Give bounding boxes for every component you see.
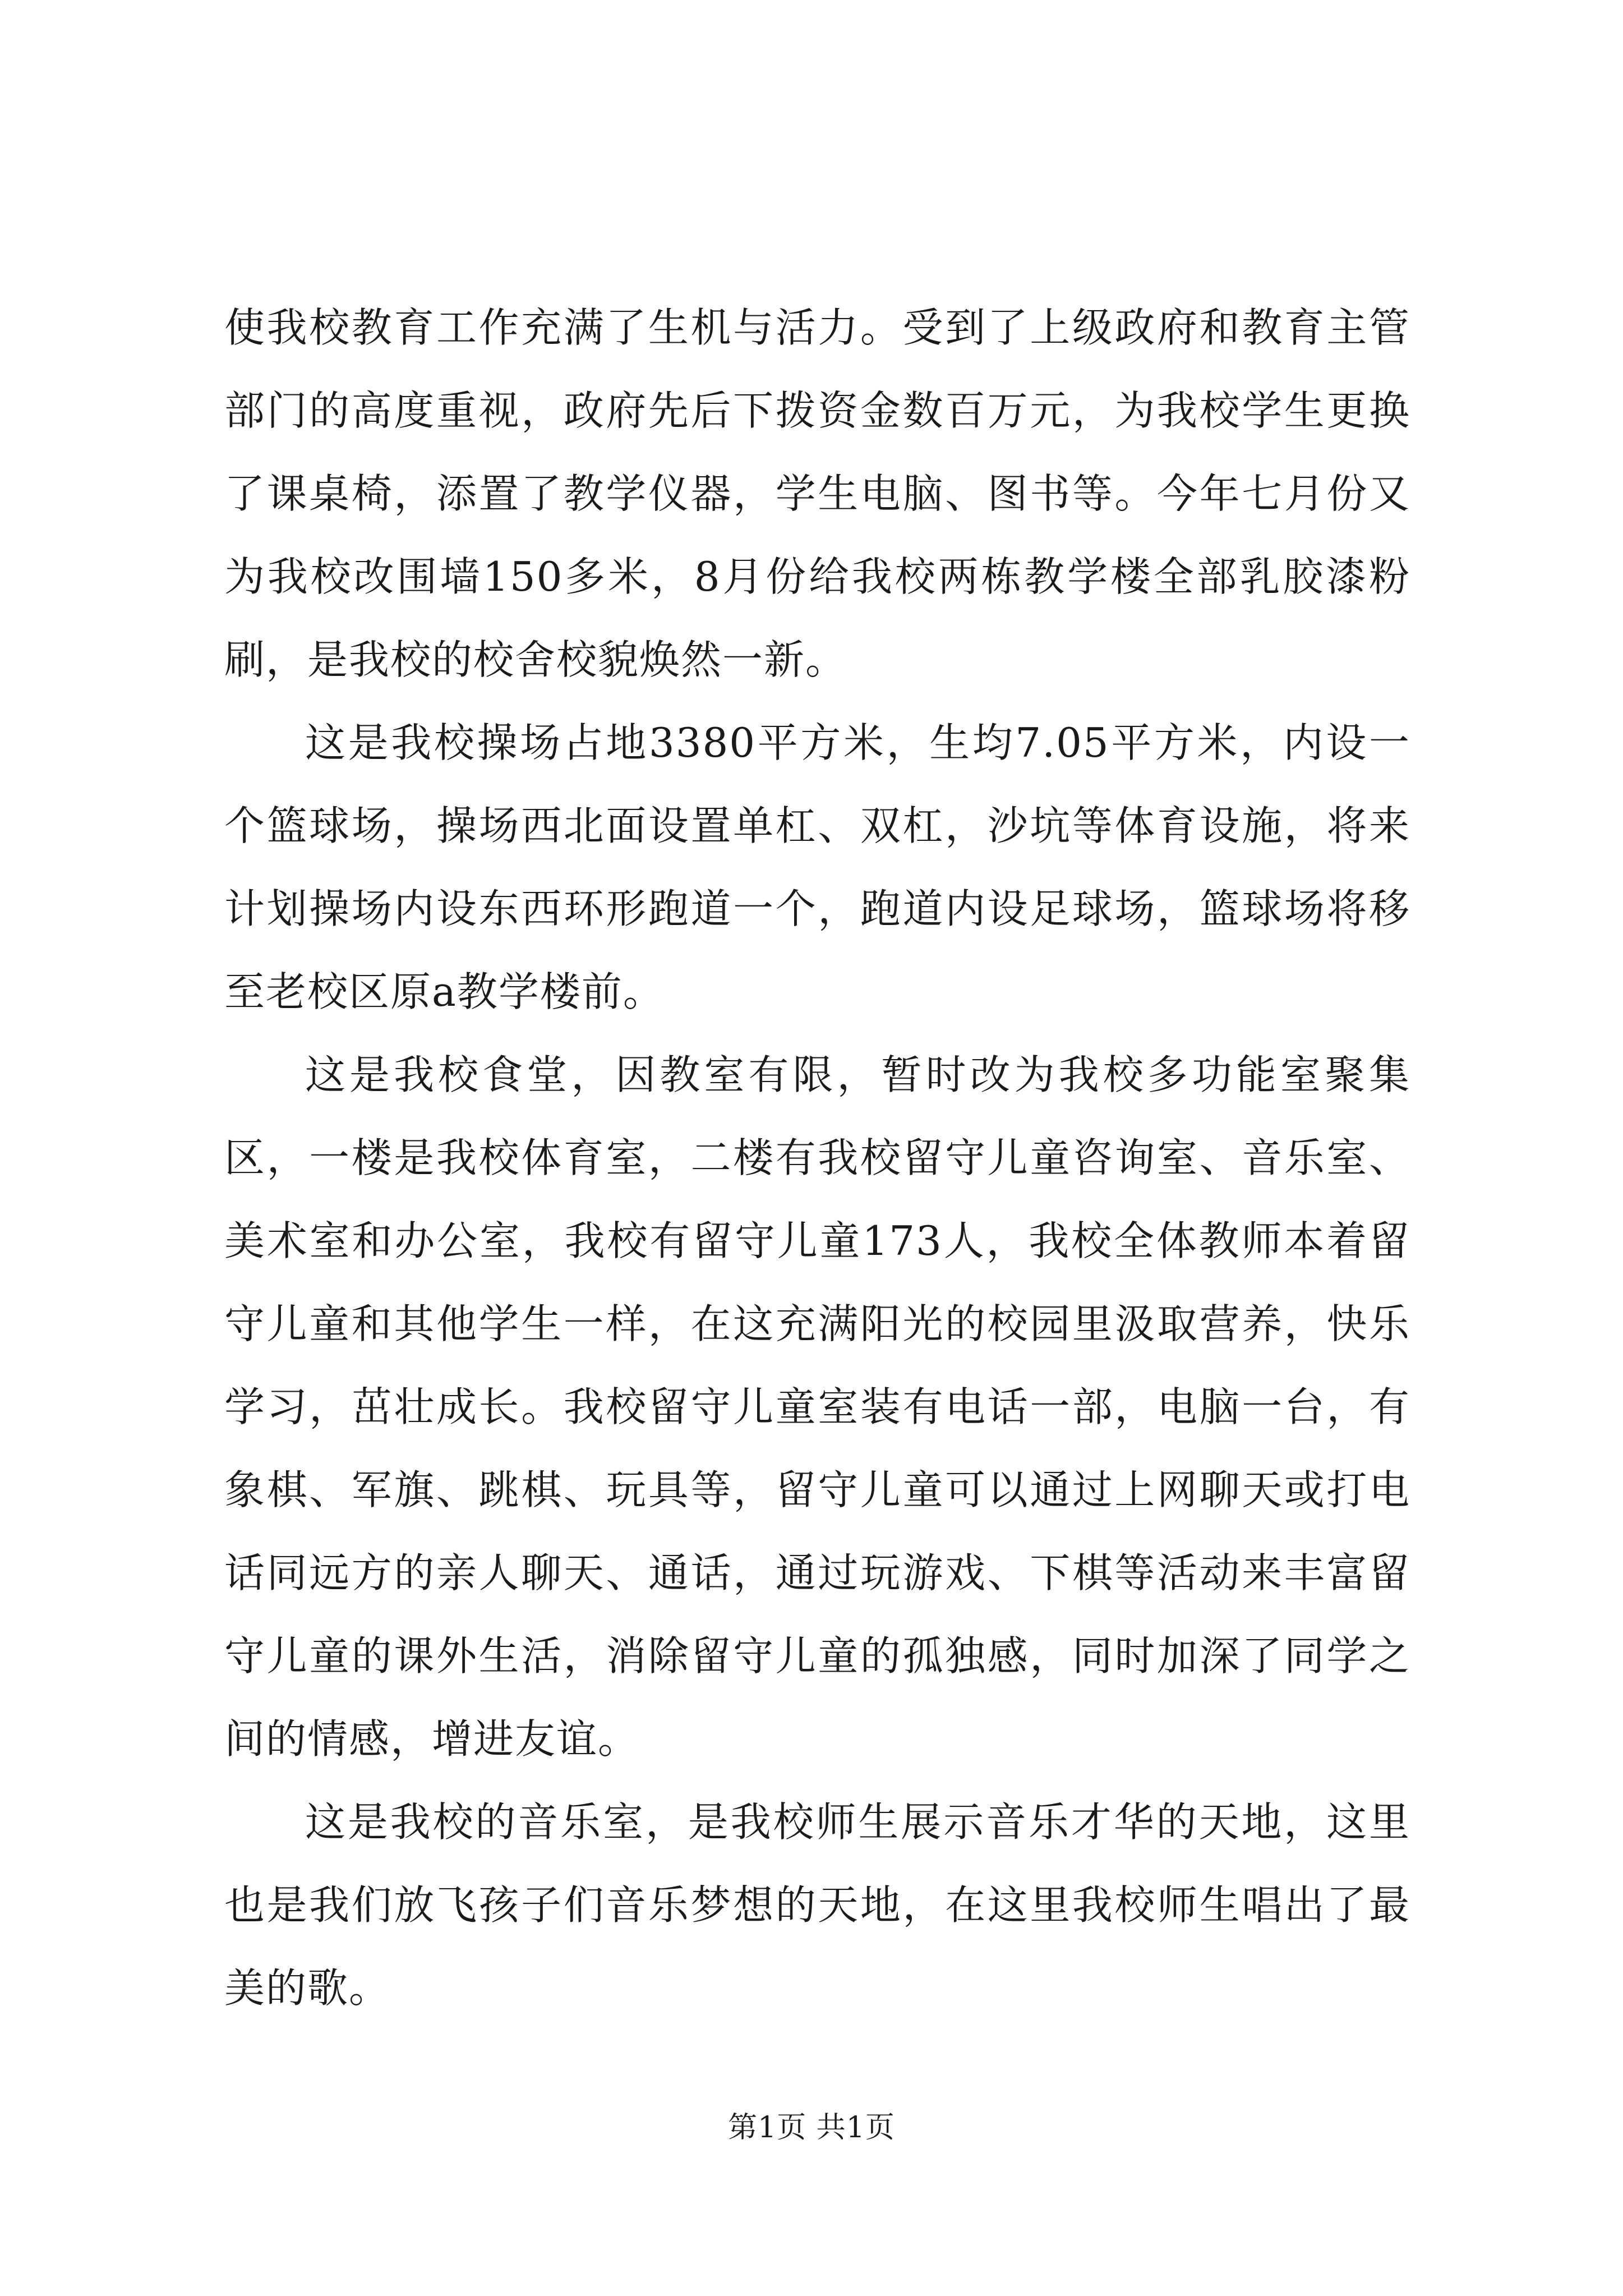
paragraph-music-room: 这是我校的音乐室，是我校师生展示音乐才华的天地，这里也是我们放飞孩子们音乐梦想的天地，在这里我校师生唱出了最美的歌。 xyxy=(224,1798,1410,2012)
paragraph-canteen: 这是我校食堂，因教室有限，暂时改为我校多功能室聚集区，一楼是我校体育室，二楼有我校留守儿童咨询室、音乐室、美术室和办公室，我校有留守儿童173人，我校全体教师本着留守儿童和其他学生一样，在这充满阳光的校园里汲取营养，快乐学习，茁壮成长。我校留守儿童室装有电话一部，电脑一台，有象棋、军旗、跳棋、玩具等，留守儿童可以通过上网聊天或打电话同远方的亲人聊天、通话，通过玩游戏、下棋等活动来丰富留守儿童的课外生活，消除留守儿童的孤独感，同时加深了同学之间的情感，增进友谊。 xyxy=(224,1051,1410,1763)
document-body xyxy=(224,286,1410,2030)
paragraph-playground: 这是我校操场占地3380平方米，生均7.05平方米，内设一个篮球场，操场西北面设置单杠、双杠，沙坑等体育设施，将来计划操场内设东西环形跑道一个，跑道内设足球场，篮球场将移至老校区原a教学楼前。 xyxy=(224,719,1410,1015)
page-number-footer: 第1页 共1页 xyxy=(728,2111,895,2145)
paragraph-continuation: 使我校教育工作充满了生机与活力。受到了上级政府和教育主管部门的高度重视，政府先后下拨资金数百万元，为我校学生更换了课桌椅，添置了教学仪器，学生电脑、图书等。今年七月份又为我校改围墙150多米，8月份给我校两栋教学楼全部乳胶漆粉刷，是我校的校舍校貌焕然一新。 xyxy=(224,304,1410,683)
